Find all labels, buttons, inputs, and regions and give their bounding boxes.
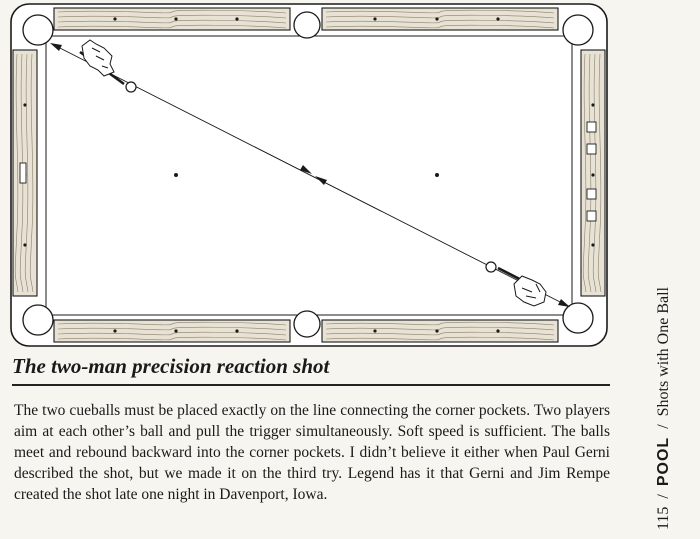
separator-1: / <box>655 494 672 499</box>
rail-diamond <box>591 173 594 176</box>
rail-diamond <box>235 17 238 20</box>
right-rail-plate-3 <box>587 189 596 199</box>
rail-diamond <box>23 243 26 246</box>
pocket-bottom-left <box>23 305 53 335</box>
rail-diamond <box>373 17 376 20</box>
rail-diamond <box>496 17 499 20</box>
caption-rule <box>12 384 610 386</box>
rail-diamond <box>435 329 438 332</box>
rail-diamond <box>23 103 26 106</box>
rail-diamond <box>496 329 499 332</box>
page-number: 115 <box>655 506 672 530</box>
right-rail-plate-4 <box>587 211 596 221</box>
table-cloth <box>46 36 572 315</box>
right-rail-plate-1 <box>587 122 596 132</box>
separator-2: / <box>655 424 672 429</box>
rail-diamond <box>591 243 594 246</box>
pocket-top-left <box>23 15 53 45</box>
cueball-right <box>486 262 496 272</box>
foot-spot <box>435 173 439 177</box>
pocket-top-middle <box>294 12 320 38</box>
cueball-left <box>126 82 136 92</box>
rail-diamond <box>373 329 376 332</box>
section-title: POOL <box>655 436 672 487</box>
rail-diamond <box>174 17 177 20</box>
left-rail-plate <box>20 163 26 183</box>
rail-right <box>581 50 605 296</box>
head-spot <box>174 173 178 177</box>
chapter-title: Shots with One Ball <box>655 287 672 417</box>
rail-diamond <box>113 17 116 20</box>
rail-diamond <box>174 329 177 332</box>
rail-diamond <box>113 329 116 332</box>
pocket-bottom-middle <box>294 311 320 337</box>
rail-diamond <box>591 103 594 106</box>
body-paragraph: The two cueballs must be placed exactly on the line connecting the corner pockets. Two players aim at each other’s ball and pull the trigger simultaneously. Soft speed is sufficient. The balls meet and rebound backward into the corner pockets. I didn’t believe it either when Paul Gerni described the shot, but we made it on the third try. Legend has it that Gerni and Jim Rempe created the shot late one night in Davenport, Iowa. <box>14 402 610 503</box>
figure-caption: The two-man precision reaction shot <box>12 354 330 378</box>
pocket-top-right <box>563 15 593 45</box>
pocket-bottom-right <box>563 303 593 333</box>
rail-diamond <box>435 17 438 20</box>
right-rail-plate-2 <box>587 144 596 154</box>
running-head <box>650 200 678 530</box>
rail-diamond <box>235 329 238 332</box>
